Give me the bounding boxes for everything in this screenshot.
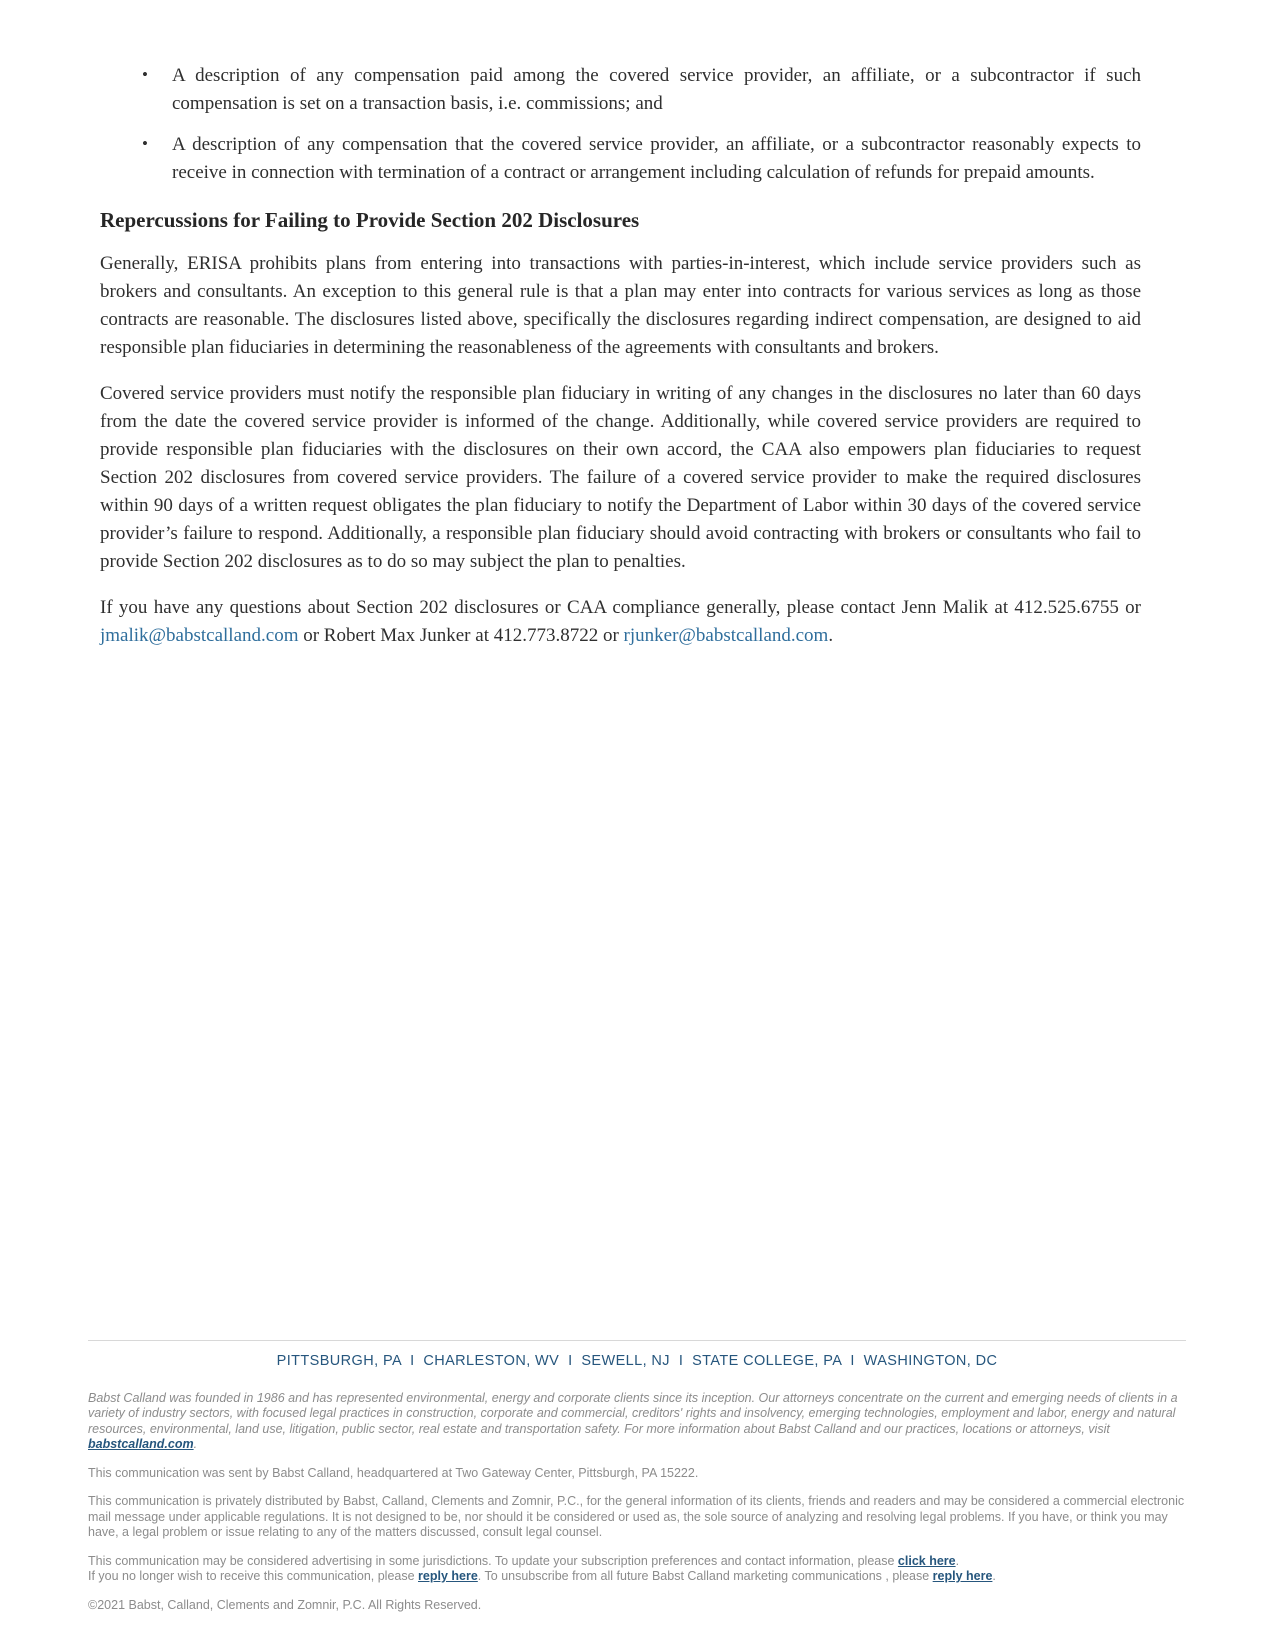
bullet-text: A description of any compensation paid among the covered service provider, an affiliate, or a subcontractor if such compensation is set on a transaction basis, i.e. commissions; and <box>172 65 1141 114</box>
list-item <box>142 62 1141 118</box>
bullet-icon: • <box>142 134 148 153</box>
click-here-link[interactable]: click here <box>897 1553 956 1568</box>
reply-here-link-1[interactable]: reply here <box>418 1569 478 1583</box>
contact-paragraph: If you have any questions about Section 202 disclosures or CAA compliance generally, please contact Jenn Malik at 412.525.6755 or jmalik@babstcalland.com or Robert Max Junker at 412.773.8722 or rjunker@babstcalland.com. <box>100 597 1141 646</box>
article-body <box>100 62 1141 650</box>
advertising-disclaimer: This communication may be considered advertising in some jurisdictions. To update your subscription preferences and contact information, please click here. If you no longer wish to receive this communication, please reply here. To unsubscribe from all future Babst Calland marketing communications , please reply here. <box>88 1553 996 1583</box>
footer-divider <box>88 1340 1186 1341</box>
email-link-rjunker[interactable]: rjunker@babstcalland.com <box>623 625 829 646</box>
bullet-text: A description of any compensation that the covered service provider, an affiliate, or a subcontractor reasonably expects to receive in connection with termination of a contract or arrangement including calculation of refunds for prepaid amounts. <box>172 134 1141 183</box>
email-link-jmalik[interactable]: jmalik@babstcalland.com <box>100 625 299 646</box>
copyright-line: ©2021 Babst, Calland, Clements and Zomnir, P.C. All Rights Reserved. <box>88 1597 482 1612</box>
firm-description: Babst Calland was founded in 1986 and has represented environmental, energy and corporate clients since its inception. Our attorneys concentrate on the current and emerging needs of clients in a variety of industry sectors, with focused legal practices in construction, corporate and commercial, creditors' rights and insolvency, emerging technologies, employment and labor, energy and natural resources, environmental, land use, litigation, public sector, real estate and transportation safety. For more information about Babst Calland and our practices, locations or attorneys, visit babstcalland.com. <box>88 1390 1178 1451</box>
paragraph-notice-requirements: Covered service providers must notify the responsible plan fiduciary in writing of any changes in the disclosures no later than 60 days from the date the covered service provider is informed of the change. Additionally, while covered service providers are required to provide responsible plan fiduciaries with the disclosures on their own accord, the CAA also empowers plan fiduciaries to request Section 202 disclosures from covered service providers. The failure of a covered service provider to make the required disclosures within 90 days of a written request obligates the plan fiduciary to notify the Department of Labor within 30 days of the covered service provider’s failure to respond. Additionally, a responsible plan fiduciary should avoid contracting with brokers or consultants who fail to provide Section 202 disclosures as to do so may subject the plan to penalties. <box>100 383 1141 572</box>
footer <box>88 1340 1186 1613</box>
reply-here-link-2[interactable]: reply here <box>932 1569 993 1583</box>
sent-by-line: This communication was sent by Babst Calland, headquartered at Two Gateway Center, Pittsburgh, PA 15222. <box>88 1465 699 1480</box>
section-heading: Repercussions for Failing to Provide Section 202 Disclosures <box>100 208 640 232</box>
office-locations: PITTSBURGH, PA I CHARLESTON, WV I SEWELL, NJ I STATE COLLEGE, PA I WASHINGTON, DC <box>276 1353 998 1369</box>
distribution-disclaimer: This communication is privately distributed by Babst, Calland, Clements and Zomnir, P.C., for the general information of its clients, friends and readers and may be considered a commercial electronic mail message under applicable regulations. It is not designed to be, nor should it be considered or used as, the sole source of analyzing and resolving legal problems. If you have, or think you may have, a legal problem or issue relating to any of the matters discussed, consult legal counsel. <box>88 1494 1185 1539</box>
paragraph-erisa: Generally, ERISA prohibits plans from entering into transactions with parties-in-interest, which include service providers such as brokers and consultants. An exception to this general rule is that a plan may enter into contracts for various services as long as those contracts are reasonable. The disclosures listed above, specifically the disclosures regarding indirect compensation, are designed to aid responsible plan fiduciaries in determining the reasonableness of the agreements with consultants and brokers. <box>100 253 1141 358</box>
bullet-icon: • <box>142 65 148 84</box>
list-item <box>142 131 1141 187</box>
bullet-list <box>100 62 1141 187</box>
website-link[interactable]: babstcalland.com <box>88 1437 194 1451</box>
